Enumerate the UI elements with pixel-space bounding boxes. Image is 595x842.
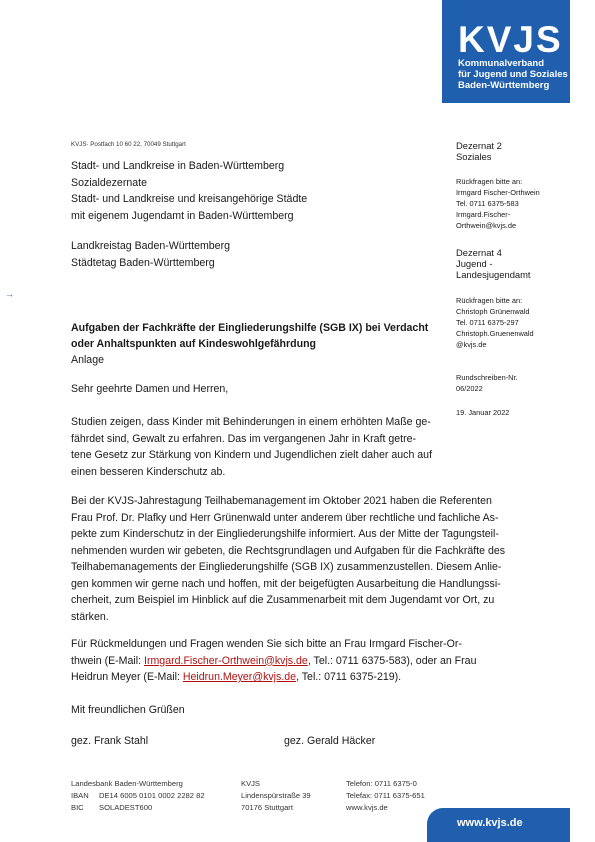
city: 70176 Stuttgart — [241, 803, 293, 812]
contact-line: Christoph.Gruenenwald — [456, 329, 534, 338]
paragraph-line — [71, 653, 477, 670]
paragraph-text: thwein (E-Mail: — [71, 654, 144, 667]
circular-number — [456, 372, 518, 394]
paragraph-line: nehmenden wurden wir gebeten, die Rechtsgrundlagen und Aufgaben für die Fachkräfte des — [71, 544, 506, 557]
contact-line: Irmgard Fischer-Orthwein — [456, 188, 540, 197]
paragraph-text: , Tel.: 0711 6375-583), oder an Frau — [307, 654, 477, 667]
contact-line: Rückfragen bitte an: — [456, 177, 523, 186]
recipient-block-1 — [71, 158, 307, 224]
paragraph-line: fährdet sind, Gewalt zu erfahren. Das im vergangenen Jahr in Kraft getre- — [71, 432, 417, 445]
logo-line-2: für Jugend und Soziales — [458, 69, 568, 80]
contact-line: Rückfragen bitte an: — [456, 296, 523, 305]
paragraph-line: Studien zeigen, dass Kinder mit Behinderungen in einem erhöhten Maße ge- — [71, 416, 431, 428]
circular-value: 06/2022 — [456, 384, 483, 393]
iban-row — [71, 790, 205, 802]
salutation: Sehr geehrte Damen und Herren, — [71, 383, 229, 395]
paragraph-line — [71, 669, 451, 686]
contact-line: @kvjs.de — [456, 340, 487, 349]
subject-line-1: Aufgaben der Fachkräfte der Eingliederungshilfe (SGB IX) bei Verdacht — [71, 322, 429, 334]
contact-line: Orthwein@kvjs.de — [456, 221, 517, 230]
paragraph-3 — [71, 636, 477, 686]
paragraph-line: tene Gesetz zur Stärkung von Kindern und Jugendlichen zielt daher auch auf — [71, 449, 433, 461]
contact-line: Christoph Grünenwald — [456, 307, 530, 316]
footer-bank — [71, 778, 205, 814]
contact-line: Tel. 0711 6375-297 — [456, 318, 519, 327]
street: Lindenspürstraße 39 — [241, 791, 311, 800]
subject-line-2: oder Anhaltspunkten auf Kindeswohlgefährdung — [71, 338, 317, 350]
footer-address — [241, 778, 311, 814]
phone: Telefon: 0711 6375-0 — [346, 779, 417, 788]
recipient-line: Landkreistag Baden-Württemberg — [71, 240, 230, 252]
dezernat-2-title: Dezernat 2 — [456, 140, 502, 151]
paragraph-1 — [71, 414, 451, 480]
sender-line: KVJS· Postfach 10 60 22, 70049 Stuttgart — [71, 141, 186, 148]
paragraph-line: Teilhabemanagements der Eingliederungshilfe (SGB IX) zusammenzustellen. Diesem Anlie- — [71, 561, 502, 573]
bic-row — [71, 802, 205, 814]
recipient-line: Sozialdezernate — [71, 176, 147, 189]
iban-value: DE14 6005 0101 0002 2282 82 — [99, 791, 205, 800]
letter-date: 19. Januar 2022 — [456, 408, 510, 417]
fax: Telefax: 0711 6375-651 — [346, 791, 425, 800]
sidebar-contact-2 — [456, 295, 534, 350]
circular-label: Rundschreiben-Nr. — [456, 373, 518, 382]
contact-line: Irmgard.Fischer- — [456, 210, 511, 219]
paragraph-text: Heidrun Meyer (E-Mail: — [71, 671, 183, 683]
recipient-line: Stadt- und Landkreise in Baden-Württemberg — [71, 160, 285, 172]
paragraph-2 — [71, 493, 506, 625]
web-badge: www.kvjs.de — [427, 808, 570, 842]
sidebar-dezernat-2 — [456, 140, 502, 162]
iban-label: IBAN — [71, 791, 89, 800]
org-name: KVJS — [241, 779, 260, 788]
logo-line-1: Kommunalverband — [458, 58, 545, 69]
paragraph-line: Frau Prof. Dr. Plafky und Herr Grünenwald unter anderem über rechtliche und fachliche As- — [71, 511, 499, 524]
website: www.kvjs.de — [346, 803, 388, 812]
logo-mark: KVJS — [458, 19, 563, 60]
recipient-block-2 — [71, 238, 230, 271]
dezernat-4-subtitle-1: Jugend - — [456, 258, 493, 269]
email-link-fischer-orthwein[interactable]: Irmgard.Fischer-Orthwein@kvjs.de — [144, 654, 308, 667]
paragraph-line: Für Rückmeldungen und Fragen wenden Sie sich bitte an Frau Irmgard Fischer-Or- — [71, 638, 462, 650]
recipient-line: mit eigenem Jugendamt in Baden-Württemberg — [71, 209, 294, 222]
signature-haecker: gez. Gerald Häcker — [284, 735, 376, 747]
recipient-line: Städtetag Baden-Württemberg — [71, 256, 215, 269]
dezernat-4-title: Dezernat 4 — [456, 247, 502, 258]
paragraph-text: , Tel.: 0711 6375-219). — [296, 671, 402, 683]
bic-value: SOLADEST600 — [99, 803, 153, 812]
fold-mark-arrow-icon: → — [5, 289, 14, 299]
paragraph-line: Bei der KVJS-Jahrestagung Teilhabemanagement im Oktober 2021 haben die Referenten — [71, 495, 492, 507]
attachment-label: Anlage — [71, 354, 104, 366]
paragraph-line: cherheit, zum Beispiel im Hinblick auf die Zusammenarbeit mit dem Jugendamt vor Ort, zu — [71, 594, 495, 606]
dezernat-4-subtitle-2: Landesjugendamt — [456, 269, 531, 280]
email-link-meyer[interactable]: Heidrun.Meyer@kvjs.de — [182, 671, 297, 683]
closing: Mit freundlichen Grüßen — [71, 704, 185, 716]
footer-contact — [346, 778, 425, 814]
paragraph-line: pekte zum Kinderschutz in der Eingliederungshilfe informiert. Aus der Mitte der Tagungsteil- — [71, 528, 499, 540]
contact-line: Tel. 0711 6375-583 — [456, 199, 519, 208]
recipient-line: Stadt- und Landkreise und kreisangehörige Städte — [71, 193, 308, 205]
dezernat-2-subtitle: Soziales — [456, 151, 492, 162]
subject-block — [71, 320, 428, 368]
paragraph-line: stärken. — [71, 610, 109, 623]
paragraph-line: gen kommen wir gerne nach und hoffen, mit der beigefügten Ausarbeitung die Handlungssi- — [71, 577, 501, 590]
signature-stahl: gez. Frank Stahl — [71, 735, 149, 747]
sidebar-contact-1 — [456, 176, 540, 231]
paragraph-line: einen besseren Kinderschutz ab. — [71, 465, 226, 478]
logo-line-3: Baden-Württemberg — [458, 80, 550, 91]
kvjs-logo — [442, 0, 570, 103]
bank-name: Landesbank Baden-Württemberg — [71, 779, 183, 788]
sidebar-dezernat-4 — [456, 247, 531, 280]
bic-label: BIC — [71, 803, 84, 812]
